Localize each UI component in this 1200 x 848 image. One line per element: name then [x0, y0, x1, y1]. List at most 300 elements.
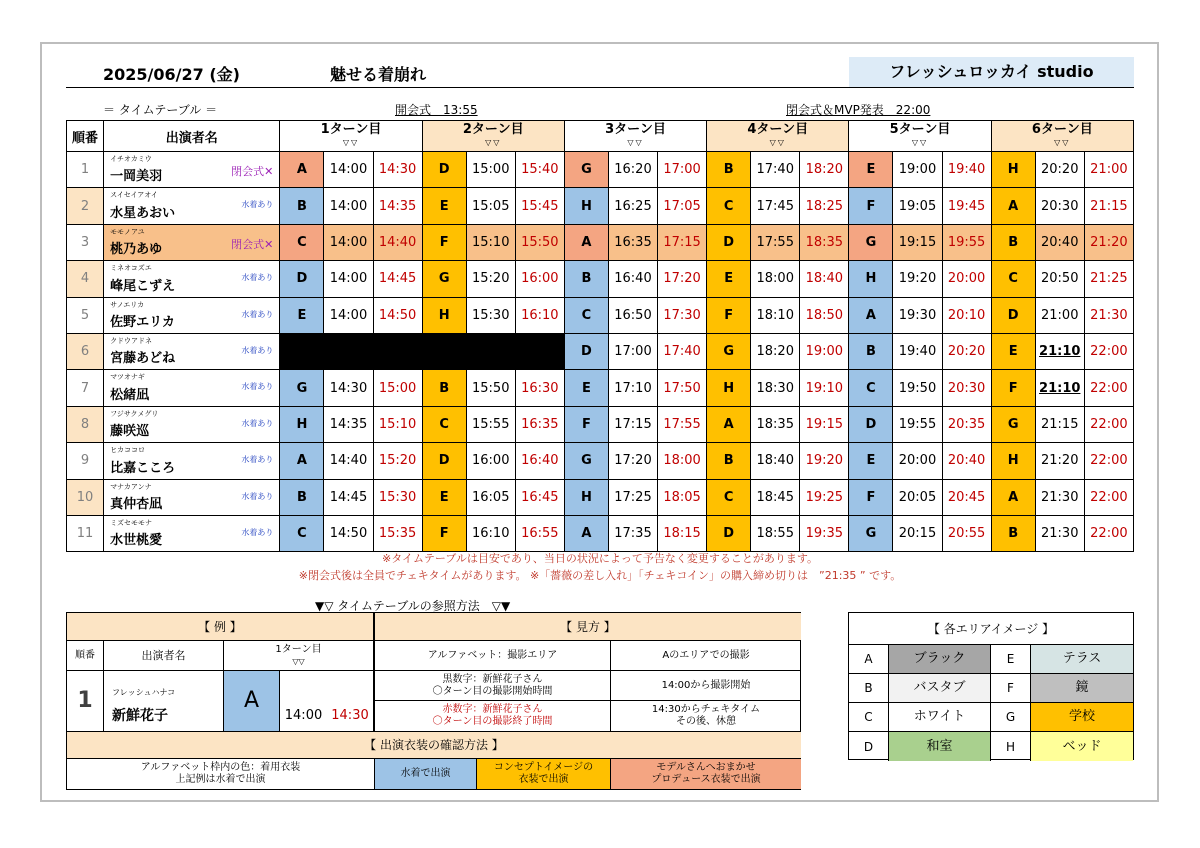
end-time: 20:30: [942, 370, 991, 406]
area-letter: H: [991, 152, 1035, 188]
end-time: 17:40: [658, 333, 707, 369]
start-time: 19:40: [893, 333, 942, 369]
end-time: 19:35: [800, 515, 849, 551]
start-time: 14:00: [324, 152, 373, 188]
end-time: 20:10: [942, 297, 991, 333]
costume-desc-line-2: 上記例は水着で出演: [175, 774, 266, 785]
start-time: 17:35: [608, 515, 657, 551]
area-letter: A: [564, 224, 608, 260]
area-letter: F: [422, 224, 466, 260]
end-time: 19:45: [942, 188, 991, 224]
swimwear-note: 水着あり: [241, 418, 274, 428]
end-time: 18:40: [800, 261, 849, 297]
area-letter: E: [564, 370, 608, 406]
turn-label: 6ターン目: [1031, 122, 1093, 137]
turn-header-3: [564, 121, 706, 152]
start-time: 16:05: [466, 479, 515, 515]
end-time: 19:55: [942, 224, 991, 260]
performer-kana: マナカアンナ: [110, 482, 152, 491]
area-key-C: C: [849, 703, 889, 732]
area-letter: E: [422, 188, 466, 224]
area-letter: C: [564, 297, 608, 333]
view-red-line-2: 〇ターン目の撮影終了時間: [432, 716, 553, 727]
event-date: 2025/06/27 (金): [103, 65, 240, 84]
area-letter: F: [849, 188, 893, 224]
end-time: 19:15: [800, 406, 849, 442]
area-letter: F: [564, 406, 608, 442]
end-time: 18:25: [800, 188, 849, 224]
view-red-desc: [611, 701, 801, 731]
table-row: [67, 224, 1134, 260]
start-time: 18:40: [751, 443, 800, 479]
area-letter: H: [849, 261, 893, 297]
end-time: 16:45: [515, 479, 564, 515]
area-letter: B: [280, 188, 324, 224]
table-row: [67, 479, 1134, 515]
area-letter: A: [991, 188, 1035, 224]
start-time: 15:20: [466, 261, 515, 297]
note-line-1: ※タイムテーブルは目安であり、当日の状況によって予告なく変更することがあります。: [382, 552, 818, 565]
start-time: 16:10: [466, 515, 515, 551]
area-letter: A: [849, 297, 893, 333]
start-time: 18:00: [751, 261, 800, 297]
table-row: [67, 406, 1134, 442]
end-time: 15:50: [515, 224, 564, 260]
area-letter: H: [564, 188, 608, 224]
area-letter: D: [280, 261, 324, 297]
start-time: 19:15: [893, 224, 942, 260]
end-time: 22:00: [1084, 443, 1133, 479]
swimwear-note: 水着あり: [241, 382, 274, 392]
area-letter: F: [707, 297, 751, 333]
area-letter: E: [849, 152, 893, 188]
end-time: 15:45: [515, 188, 564, 224]
swimwear-note: 水着あり: [241, 309, 274, 319]
area-letter: F: [991, 370, 1035, 406]
start-time: 19:20: [893, 261, 942, 297]
reference-title: ▼▽ タイムテーブルの参照方法 ▽▼: [315, 599, 511, 613]
example-letter: A: [224, 671, 280, 731]
end-time: 16:55: [515, 515, 564, 551]
order-header: 順番: [67, 121, 104, 152]
start-time: 17:45: [751, 188, 800, 224]
table-row: [67, 261, 1134, 297]
performer-kana: ミネオコズエ: [110, 264, 152, 273]
row-number: 4: [67, 261, 104, 297]
end-time: 18:20: [800, 152, 849, 188]
area-letter: C: [280, 224, 324, 260]
performer-name: 藤咲巡: [110, 424, 150, 440]
end-time: 14:35: [373, 188, 422, 224]
area-letter: H: [280, 406, 324, 442]
start-time: 17:40: [751, 152, 800, 188]
view-red-desc-line-1: 14:30からチェキタイム: [651, 704, 761, 715]
start-time: 17:15: [608, 406, 657, 442]
start-time: 16:40: [608, 261, 657, 297]
area-legend: [848, 612, 1134, 760]
opening-time: 開会式 13:55: [395, 103, 478, 117]
view-black: [375, 671, 611, 701]
area-letter: B: [422, 370, 466, 406]
start-time: 14:35: [324, 406, 373, 442]
area-letter: C: [422, 406, 466, 442]
start-time: 20:15: [893, 515, 942, 551]
start-time: 15:05: [466, 188, 515, 224]
example-performer-header: 出演者名: [104, 641, 224, 671]
area-name-H: ベッド: [1031, 732, 1133, 761]
start-time: 21:20: [1035, 443, 1084, 479]
end-time: 18:15: [658, 515, 707, 551]
start-time: 14:00: [324, 188, 373, 224]
start-time: 18:45: [751, 479, 800, 515]
view-alpha: アルファベット：撮影エリア: [375, 641, 611, 671]
turn-header-1: [280, 121, 422, 152]
end-time: 17:50: [658, 370, 707, 406]
performer-name: 宮藤あどね: [110, 351, 176, 367]
performer-kana: フジサクメグリ: [110, 409, 159, 418]
performer-kana: クドウアドネ: [110, 336, 152, 345]
performer-header: 出演者名: [104, 121, 280, 152]
end-time: 15:20: [373, 443, 422, 479]
performer-name: 比嘉こころ: [110, 460, 176, 476]
area-letter: H: [707, 370, 751, 406]
area-letter: H: [564, 479, 608, 515]
swimwear-note: 水着あり: [241, 345, 274, 355]
start-time: 17:00: [608, 333, 657, 369]
turn-marks: ▽▽: [485, 138, 502, 147]
area-letter: D: [849, 406, 893, 442]
turn-marks: ▽▽: [911, 138, 929, 147]
start-time: 20:00: [893, 443, 942, 479]
view-black-line-1: 黒数字：新鮮花子さん: [442, 673, 543, 685]
area-letter: G: [707, 333, 751, 369]
area-letter: G: [849, 515, 893, 551]
start-time: 21:30: [1035, 479, 1084, 515]
area-letter: D: [422, 443, 466, 479]
start-time: 16:35: [608, 224, 657, 260]
end-time: 20:20: [942, 333, 991, 369]
end-time: 15:10: [373, 406, 422, 442]
area-letter: A: [991, 479, 1035, 515]
example-start: 14:00: [284, 708, 323, 723]
swimwear-note: 水着あり: [241, 273, 274, 283]
example-turn-header: [224, 641, 375, 671]
area-letter: G: [280, 370, 324, 406]
turn-label: 2ターン目: [462, 122, 524, 137]
start-time: 21:30: [1035, 515, 1084, 551]
example-order-number: 1: [67, 671, 104, 731]
end-time: 16:30: [515, 370, 564, 406]
area-letter: E: [422, 479, 466, 515]
end-time: 22:00: [1084, 333, 1133, 369]
area-letter: B: [991, 224, 1035, 260]
start-time: 19:30: [893, 297, 942, 333]
performer-cell: [104, 515, 280, 551]
performer-kana: イチオカミウ: [110, 155, 152, 163]
performer-cell: [104, 443, 280, 479]
end-time: 17:20: [658, 261, 707, 297]
start-time: 18:20: [751, 333, 800, 369]
area-name-B: バスタブ: [889, 674, 991, 703]
area-letter: G: [564, 443, 608, 479]
swimwear-note: 水着あり: [241, 491, 274, 501]
start-time: 15:10: [466, 224, 515, 260]
end-time: 17:55: [658, 406, 707, 442]
area-letter: G: [991, 406, 1035, 442]
performer-kana: スイセイアオイ: [110, 191, 158, 200]
start-time: 21:15: [1035, 406, 1084, 442]
start-time: 19:50: [893, 370, 942, 406]
area-name-A: ブラック: [889, 645, 991, 674]
view-red-line-1: 赤数字：新鮮花子さん: [442, 704, 543, 715]
area-letter: D: [422, 152, 466, 188]
area-key-E: E: [991, 645, 1031, 674]
area-letter: B: [707, 152, 751, 188]
end-time: 18:00: [658, 443, 707, 479]
example-turn-label: 1ターン目: [275, 643, 322, 655]
area-letter: C: [280, 515, 324, 551]
area-letter: B: [564, 261, 608, 297]
performer-cell: [104, 152, 280, 188]
header-row: [67, 121, 1134, 152]
end-time: 18:50: [800, 297, 849, 333]
end-time: 19:40: [942, 152, 991, 188]
end-time: 21:00: [1084, 152, 1133, 188]
area-letter: G: [422, 261, 466, 297]
table-row: [67, 152, 1134, 188]
area-letter: H: [991, 443, 1035, 479]
start-time: 18:30: [751, 370, 800, 406]
blocked-slot: [280, 333, 565, 369]
start-time: 20:40: [1035, 224, 1084, 260]
view-red-desc-line-2: その後、休憩: [676, 716, 736, 727]
start-time: 17:25: [608, 479, 657, 515]
start-time: 14:00: [324, 297, 373, 333]
start-time: 20:20: [1035, 152, 1084, 188]
start-time: 14:50: [324, 515, 373, 551]
start-time: 21:10: [1035, 370, 1084, 406]
area-letter: A: [564, 515, 608, 551]
start-time: 17:10: [608, 370, 657, 406]
timetable: [66, 120, 1134, 552]
area-letter: C: [707, 188, 751, 224]
end-time: 22:00: [1084, 406, 1133, 442]
costume-produce-line-1: モデルさんへおまかせ: [656, 762, 756, 773]
end-time: 14:30: [373, 152, 422, 188]
header-divider: [66, 87, 1134, 88]
turn-header-6: [991, 121, 1133, 152]
costume-header: 【 出演衣装の確認方法 】: [67, 731, 801, 759]
end-time: 16:35: [515, 406, 564, 442]
view-black-line-2: 〇ターン目の撮影開始時間: [432, 685, 553, 697]
performer-name: 桃乃あゆ: [110, 242, 163, 258]
start-time: 16:50: [608, 297, 657, 333]
area-letter: E: [991, 333, 1035, 369]
row-number: 9: [67, 443, 104, 479]
area-letter: H: [422, 297, 466, 333]
end-time: 15:00: [373, 370, 422, 406]
area-name-C: ホワイト: [889, 703, 991, 732]
performer-name: 峰尾こずえ: [110, 278, 176, 294]
table-row: [67, 370, 1134, 406]
turn-marks: ▽▽: [769, 138, 786, 147]
end-time: 19:10: [800, 370, 849, 406]
turn-header-5: [849, 121, 991, 152]
event-title: 魅せる着崩れ: [330, 65, 427, 84]
end-time: 15:30: [373, 479, 422, 515]
performer-name: 水星あおい: [110, 205, 176, 221]
area-letter: A: [280, 152, 324, 188]
end-time: 16:10: [515, 297, 564, 333]
end-time: 14:40: [373, 224, 422, 260]
end-time: 19:00: [800, 333, 849, 369]
performer-cell: [104, 333, 280, 369]
area-letter: C: [849, 370, 893, 406]
area-name-F: 鏡: [1031, 674, 1133, 703]
start-time: 16:20: [608, 152, 657, 188]
view-alpha-desc: Aのエリアでの撮影: [611, 641, 801, 671]
end-time: 14:50: [373, 297, 422, 333]
end-time: 16:40: [515, 443, 564, 479]
performer-cell: [104, 370, 280, 406]
example-turn-marks: ▽▽: [292, 656, 305, 666]
performer-name: 一岡美羽: [110, 169, 163, 185]
performer-kana: サノエリカ: [110, 300, 145, 309]
area-letter: D: [707, 224, 751, 260]
costume-desc: [67, 759, 375, 789]
closing-time: 閉会式＆MVP発表 22:00: [786, 103, 931, 117]
area-letter: G: [849, 224, 893, 260]
area-key-B: B: [849, 674, 889, 703]
end-time: 21:20: [1084, 224, 1133, 260]
end-time: 22:00: [1084, 515, 1133, 551]
area-letter: E: [707, 261, 751, 297]
row-number: 3: [67, 224, 104, 260]
row-number: 5: [67, 297, 104, 333]
start-time: 15:50: [466, 370, 515, 406]
end-time: 17:30: [658, 297, 707, 333]
example-header: 【 例 】: [67, 613, 375, 641]
performer-name: 水世桃愛: [110, 533, 163, 549]
start-time: 17:55: [751, 224, 800, 260]
performer-name: 松緒凪: [110, 387, 150, 403]
area-letter: F: [849, 479, 893, 515]
end-time: 17:15: [658, 224, 707, 260]
studio-name: フレッシュロッカイ studio: [849, 57, 1134, 87]
end-time: 15:40: [515, 152, 564, 188]
end-time: 17:00: [658, 152, 707, 188]
start-time: 14:45: [324, 479, 373, 515]
area-letter: G: [564, 152, 608, 188]
end-time: 19:25: [800, 479, 849, 515]
end-time: 22:00: [1084, 479, 1133, 515]
area-name-G: 学校: [1031, 703, 1133, 732]
note-line-2: ※閉会式後は全員でチェキタイムがあります。 ※「薔薇の差し入れ」「チェキコイン」の購入締め切りは ”21:35 ” です。: [298, 569, 902, 582]
end-time: 20:55: [942, 515, 991, 551]
example-order-header: 順番: [67, 641, 104, 671]
row-number: 6: [67, 333, 104, 369]
start-time: 18:10: [751, 297, 800, 333]
end-time: 20:35: [942, 406, 991, 442]
end-time: 14:45: [373, 261, 422, 297]
example-kana: フレッシュハナコ: [112, 688, 176, 697]
swimwear-note: 水着あり: [241, 200, 274, 210]
swimwear-note: 水着あり: [241, 455, 274, 465]
closing-absent-note: 閉会式✕: [231, 165, 274, 178]
start-time: 16:25: [608, 188, 657, 224]
area-key-A: A: [849, 645, 889, 674]
row-number: 10: [67, 479, 104, 515]
table-row: [67, 297, 1134, 333]
area-letter: C: [707, 479, 751, 515]
timetable-label: ＝ タイムテーブル ＝: [103, 103, 218, 117]
start-time: 20:05: [893, 479, 942, 515]
start-time: 21:00: [1035, 297, 1084, 333]
performer-cell: [104, 261, 280, 297]
example-performer-cell: [104, 671, 224, 731]
start-time: 15:55: [466, 406, 515, 442]
costume-desc-line-1: アルファベット枠内の色：着用衣装: [140, 762, 301, 773]
end-time: 17:05: [658, 188, 707, 224]
area-key-D: D: [849, 732, 889, 761]
start-time: 16:00: [466, 443, 515, 479]
start-time: 14:40: [324, 443, 373, 479]
area-name-D: 和室: [889, 732, 991, 761]
area-letter: E: [280, 297, 324, 333]
closing-absent-note: 閉会式✕: [231, 237, 274, 251]
turn-header-2: [422, 121, 564, 152]
turn-label: 5ターン目: [889, 122, 951, 137]
area-key-F: F: [991, 674, 1031, 703]
example-name: 新鮮花子: [112, 708, 168, 724]
view-black-desc: 14:00から撮影開始: [611, 671, 801, 701]
area-key-G: G: [991, 703, 1031, 732]
turn-marks: ▽▽: [1054, 138, 1071, 147]
start-time: 19:00: [893, 152, 942, 188]
row-number: 2: [67, 188, 104, 224]
area-letter: B: [991, 515, 1035, 551]
area-letter: B: [849, 333, 893, 369]
example-end: 14:30: [327, 701, 375, 731]
performer-cell: [104, 188, 280, 224]
end-time: 20:40: [942, 443, 991, 479]
area-letter: B: [707, 443, 751, 479]
performer-cell: [104, 224, 280, 260]
costume-concept: [477, 759, 611, 789]
end-time: 22:00: [1084, 370, 1133, 406]
area-letter: A: [280, 443, 324, 479]
costume-concept-line-2: 衣装で出演: [518, 774, 569, 785]
performer-name: 真仲杏凪: [110, 496, 163, 512]
row-number: 8: [67, 406, 104, 442]
start-time: 14:00: [324, 261, 373, 297]
table-row: [67, 515, 1134, 551]
area-letter: C: [991, 261, 1035, 297]
start-time: 18:35: [751, 406, 800, 442]
end-time: 20:45: [942, 479, 991, 515]
row-number: 11: [67, 515, 104, 551]
turn-marks: ▽▽: [342, 138, 360, 147]
costume-produce-line-2: プロデュース衣装で出演: [651, 774, 761, 785]
end-time: 20:00: [942, 261, 991, 297]
start-time: 15:30: [466, 297, 515, 333]
performer-cell: [104, 297, 280, 333]
end-time: 18:35: [800, 224, 849, 260]
end-time: 15:35: [373, 515, 422, 551]
turn-header-4: [707, 121, 849, 152]
area-letter: A: [707, 406, 751, 442]
start-time: 18:55: [751, 515, 800, 551]
